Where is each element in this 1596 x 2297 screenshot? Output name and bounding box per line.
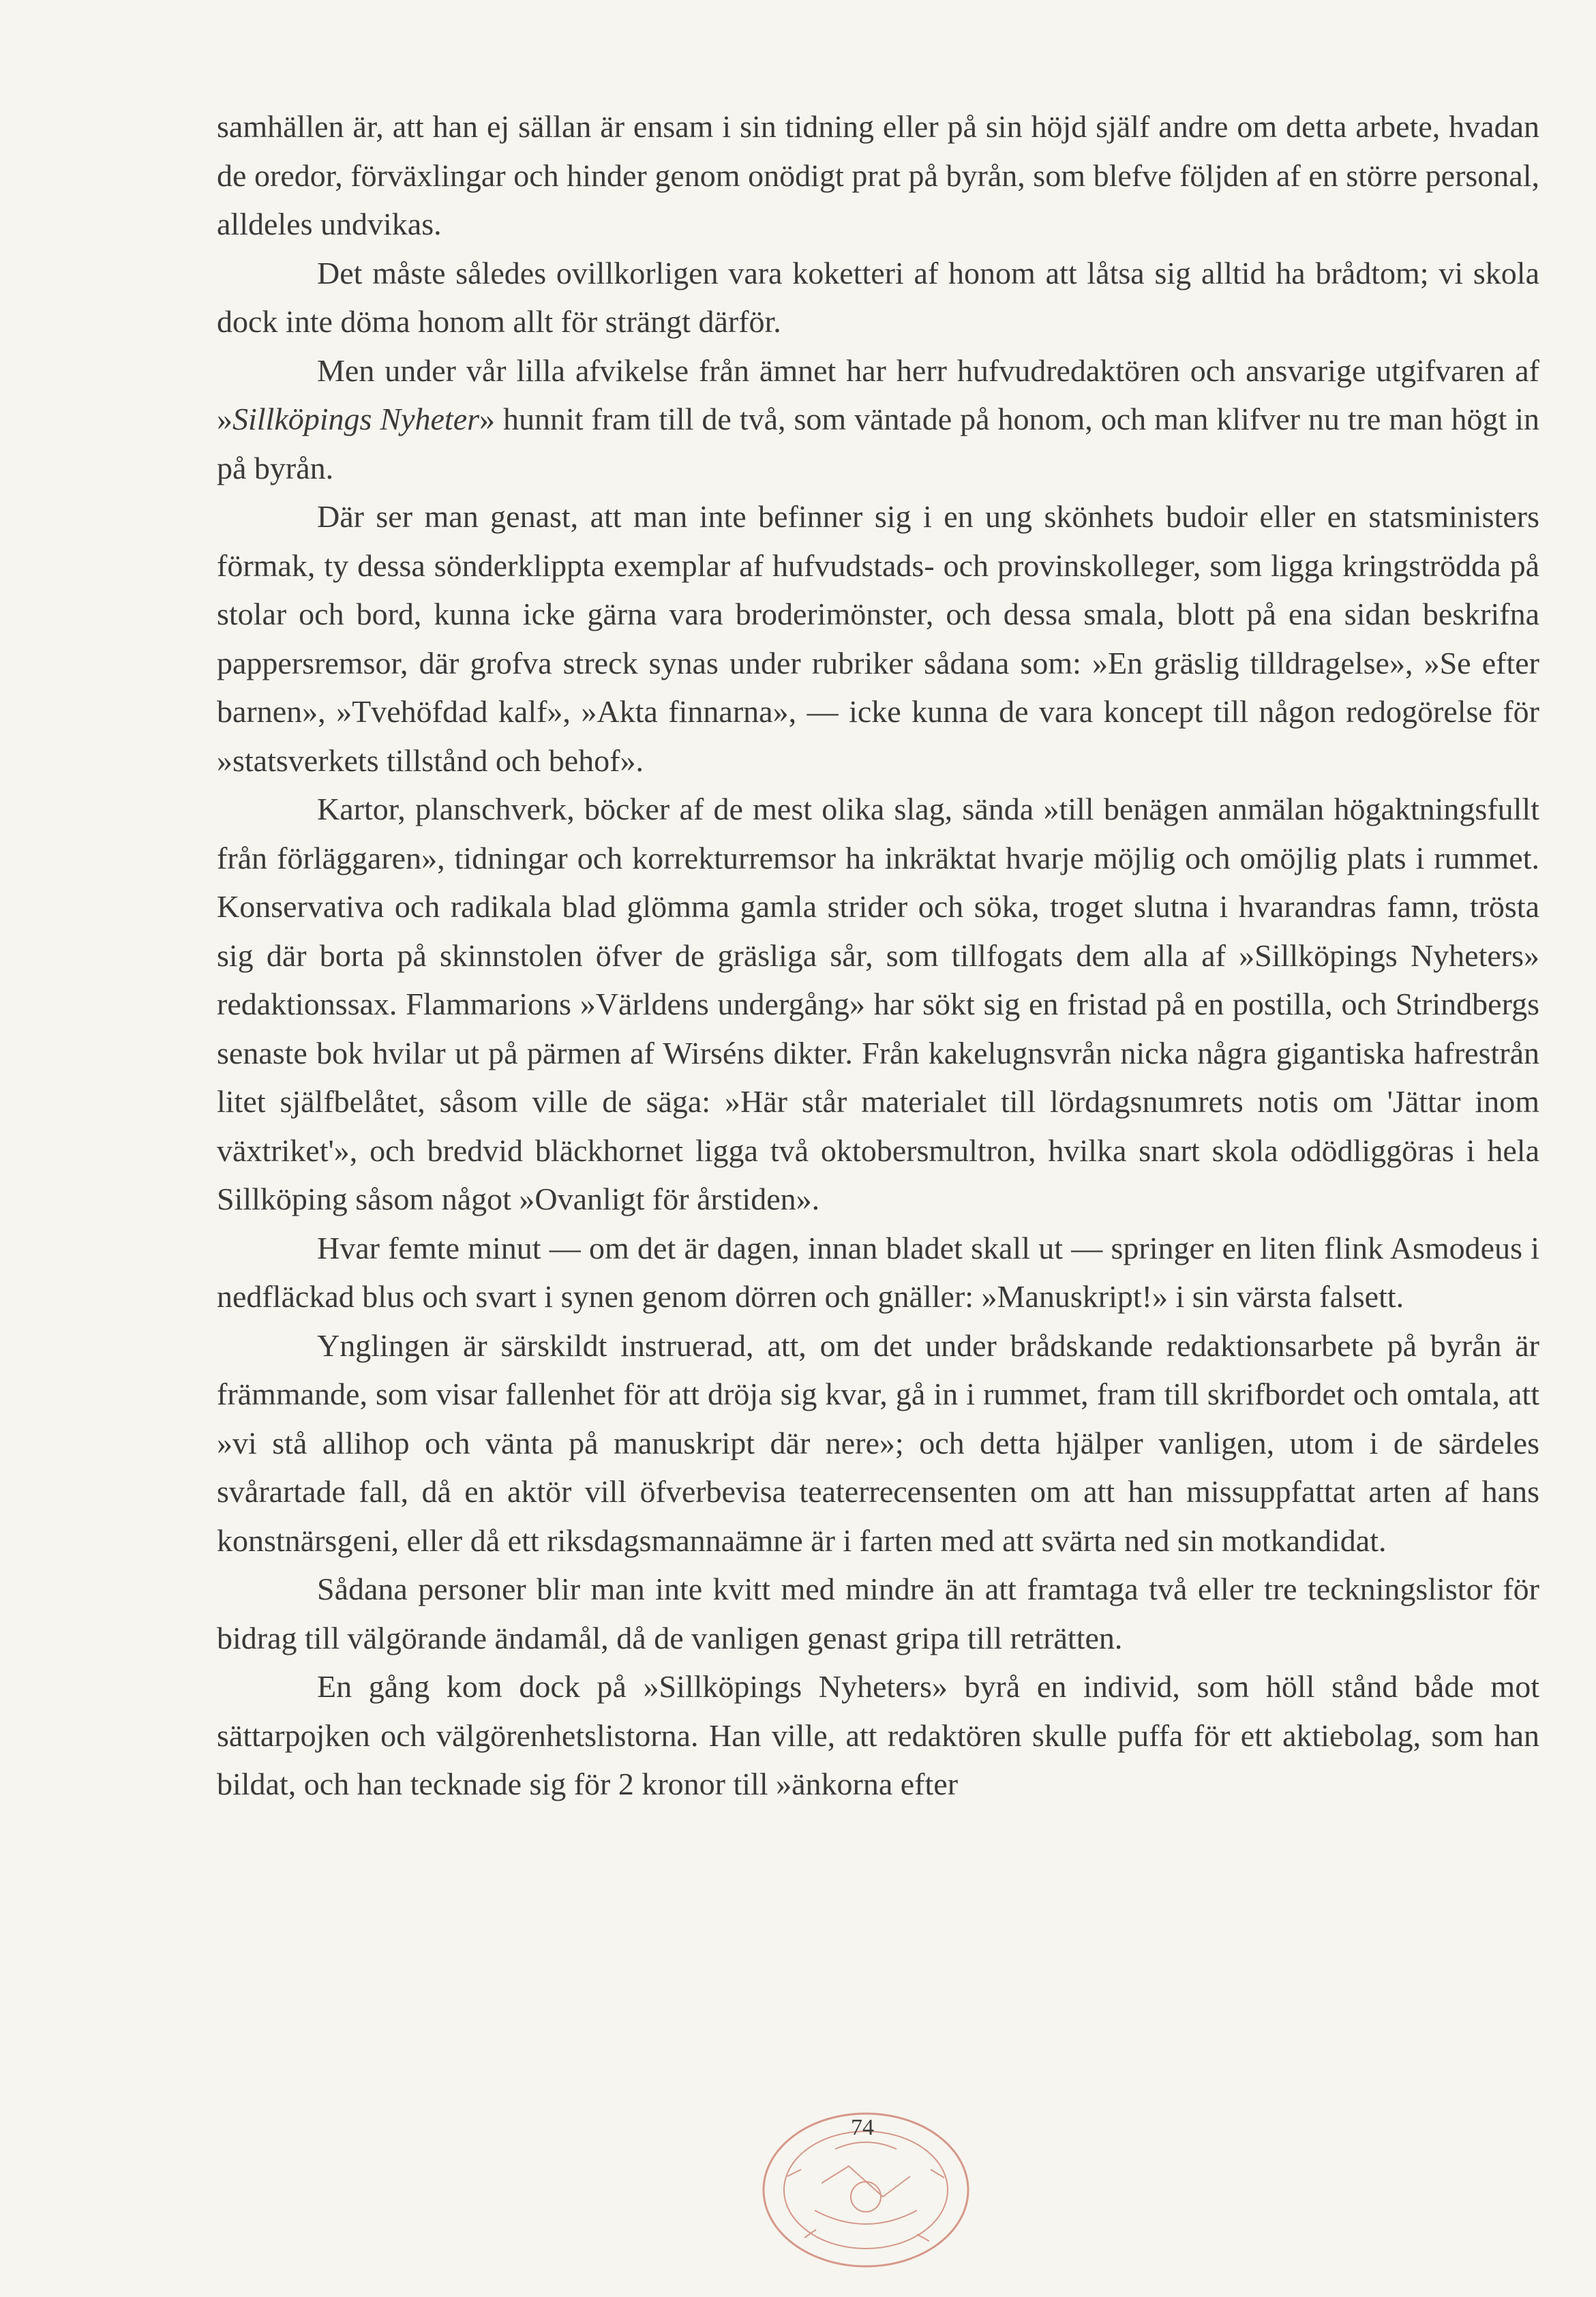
page-number: 74	[851, 2115, 874, 2140]
paragraph-text: » hunnit fram till de två, som väntade på honom, och man klifver nu tre man högt in på byrån.	[217, 402, 1539, 485]
paragraph: En gång kom dock på »Sillköpings Nyheters» byrå en individ, som höll stånd både mot sättarpojken och välgörenhetslistorna. Han ville, att redaktören skulle puffa för ett aktiebolag, som han bildat, och han tecknade sig för 2 kronor till »änkorna efter	[217, 1669, 1539, 1801]
paragraph: Det måste således ovillkorligen vara koketteri af honom att låtsa sig alltid ha brådtom; vi skola dock inte döma honom allt för strängt därför.	[217, 255, 1539, 339]
paragraph: Sådana personer blir man inte kvitt med mindre än att framtaga två eller tre teckningslistor för bidrag till välgörande ändamål, då de vanligen genast gripa till reträtten.	[217, 1572, 1539, 1655]
paragraph: Kartor, planschverk, böcker af de mest olika slag, sända »till benägen anmälan högaktningsfullt från förläggaren», tidningar och korrekturremsor ha inkräktat hvarje möjlig och omöjlig plats i rummet. Konservativa och radikala blad glömma gamla strider och söka, troget slutna i hvarandras famn, trösta sig där borta på skinnstolen öfver de gräsliga sår, som tillfogats dem alla af »Sillköpings Nyheters» redaktionssax. Flammarions »Världens undergång» har sökt sig en fristad på en postilla, och Strindbergs senaste bok hvilar ut på pärmen af Wirséns dikter. Från kakelugnsvrån nicka några gigantiska hafrestrån litet själfbelåtet, såsom ville de säga: »Här står materialet till lördagsnumrets notis om 'Jättar inom växtriket'», och bredvid bläckhornet ligga två oktobersmultron, hvilka snart skola odödliggöras i hela Sillköping såsom något »Ovanligt för årstiden».	[217, 792, 1539, 1216]
paragraph: Hvar femte minut — om det är dagen, innan bladet skall ut — springer en liten flink Asmodeus i nedfläckad blus och svart i synen genom dörren och gnäller: »Manuskript!» i sin värsta falsett.	[217, 1230, 1539, 1314]
paragraph: samhällen är, att han ej sällan är ensam i sin tidning eller på sin höjd själf andre om detta arbete, hvadan de oredor, förväxlingar och hinder genom onödigt prat på byrån, som blefve följden af en större personal, alldeles undvikas.	[217, 109, 1539, 241]
body-text	[217, 102, 1539, 1809]
paragraph-text: Men under vår lilla afvikelse från ämnet har herr hufvudredaktören och ansvarige utgifvaren af »	[217, 352, 1539, 436]
paragraph: Där ser man genast, att man inte befinner sig i en ung skönhets budoir eller en statsministers förmak, ty dessa sönderklippta exemplar af hufvudstads- och provinskolleger, som ligga kringströdda på stolar och bord, kunna icke gärna vara broderimönster, och dessa smala, blott på ena sidan beskrifna pappersremsor, där grofva streck synas under rubriker sådana som: »En gräslig tilldragelse», »Se efter barnen», »Tvehöfdad kalf», »Akta finnarna», — icke kunna de vara koncept till någon redogörelse för »statsverkets tillstånd och behof».	[217, 499, 1539, 778]
newspaper-title: Sillköpings Nyheter	[232, 402, 480, 436]
paragraph: Ynglingen är särskildt instruerad, att, om det under brådskande redaktionsarbete på byrån är främmande, som visar fallenhet för att dröja sig kvar, gå in i rummet, fram till skrifbordet och omtala, att »vi stå allihop och vänta på manuskript där nere»; och detta hjälper vanligen, utom i de särdeles svårartade fall, då en aktör vill öfverbevisa teaterrecensenten om att han missuppfattat arten af hans konstnärsgeni, eller då ett riksdagsmannaämne är i farten med att svärta ned sin motkandidat.	[217, 1327, 1539, 1558]
paragraph	[217, 346, 1539, 493]
